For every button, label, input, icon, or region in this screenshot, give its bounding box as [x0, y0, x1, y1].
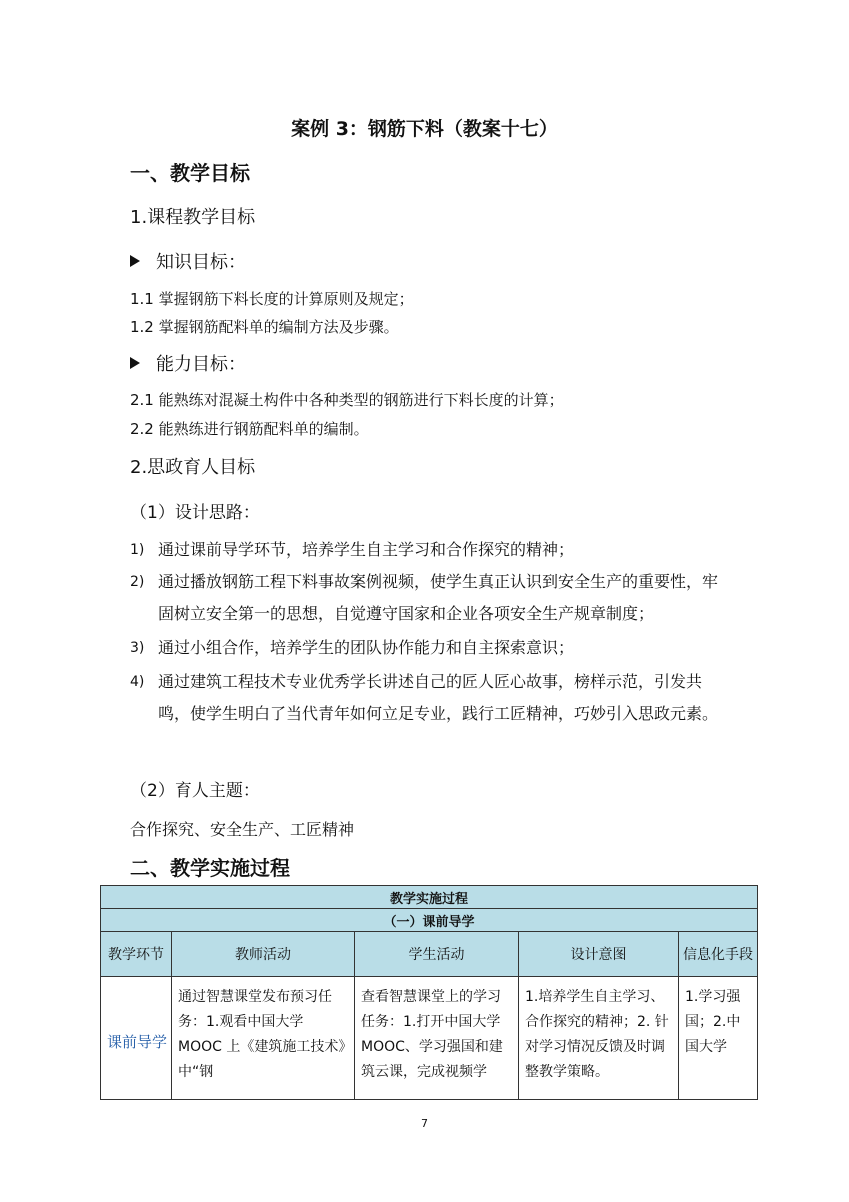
subheading-ideology-objectives: 2.思政育人目标	[130, 457, 256, 478]
page-title: 案例 3：钢筋下料（教案十七）	[291, 118, 558, 140]
design-item-text: 通过小组合作，培养学生的团队协作能力和自主探索意识；	[158, 638, 575, 657]
design-item-number: 3)	[130, 640, 145, 656]
arrow-bullet-icon	[130, 255, 140, 267]
ability-item: 2.2 能熟练进行钢筋配料单的编制。	[130, 420, 369, 438]
header-stage: 教学环节	[101, 932, 172, 977]
theme-text: 合作探究、安全生产、工匠精神	[130, 820, 355, 839]
theme-heading: （2）育人主题：	[130, 781, 260, 801]
cell-teacher: 通过智慧课堂发布预习任务：1.观看中国大学 MOOC 上《建筑施工技术》中“钢	[172, 977, 355, 1100]
design-item	[130, 632, 730, 664]
section-heading-process: 二、教学实施过程	[130, 856, 290, 880]
table-band-subtitle: （一）课前导学	[101, 909, 758, 932]
section-heading-objectives: 一、教学目标	[130, 161, 250, 185]
design-item-text: 通过建筑工程技术专业优秀学长讲述自己的匠人匠心故事，榜样示范，引发共鸣，使学生明白了当代青年如何立足专业，践行工匠精神，巧妙引入思政元素。	[158, 672, 719, 723]
design-item-number: 1)	[130, 542, 145, 558]
ability-heading	[130, 350, 246, 376]
process-table	[100, 885, 758, 1100]
design-item-number: 2)	[130, 574, 145, 590]
design-item	[130, 534, 730, 566]
header-intent: 设计意图	[519, 932, 679, 977]
table-header-row	[101, 932, 758, 977]
design-item-text: 通过播放钢筋工程下料事故案例视频，使学生真正认识到安全生产的重要性，牢固树立安全第一的思想，自觉遵守国家和企业各项安全生产规章制度；	[158, 572, 719, 623]
knowledge-item: 1.2 掌握钢筋配料单的编制方法及步骤。	[130, 318, 399, 336]
knowledge-item: 1.1 掌握钢筋下料长度的计算原则及规定；	[130, 290, 414, 308]
design-item-number: 4)	[130, 674, 145, 690]
arrow-bullet-icon	[130, 357, 140, 369]
cell-student: 查看智慧课堂上的学习任务：1.打开中国大学MOOC、学习强国和建筑云课，完成视频学	[355, 977, 519, 1100]
cell-tools: 1.学习强国；2.中国大学	[679, 977, 758, 1100]
ability-item: 2.1 能熟练对混凝土构件中各种类型的钢筋进行下料长度的计算；	[130, 391, 564, 409]
cell-intent: 1.培养学生自主学习、合作探究的精神；2. 针对学习情况反馈及时调整教学策略。	[519, 977, 679, 1100]
table-row	[101, 977, 758, 1100]
knowledge-heading	[130, 248, 246, 274]
design-heading: （1）设计思路：	[130, 503, 260, 523]
header-teacher: 教师活动	[172, 932, 355, 977]
knowledge-heading-text: 知识目标：	[156, 252, 246, 273]
cell-stage: 课前导学	[101, 977, 172, 1100]
subheading-course-objectives: 1.课程教学目标	[130, 207, 256, 228]
design-item	[130, 566, 730, 630]
page-number: 7	[421, 1117, 428, 1130]
design-item	[130, 666, 730, 730]
table-band-title: 教学实施过程	[101, 886, 758, 909]
header-tools: 信息化手段	[679, 932, 758, 977]
header-student: 学生活动	[355, 932, 519, 977]
ability-heading-text: 能力目标：	[156, 354, 246, 375]
design-item-text: 通过课前导学环节，培养学生自主学习和合作探究的精神；	[158, 540, 575, 559]
